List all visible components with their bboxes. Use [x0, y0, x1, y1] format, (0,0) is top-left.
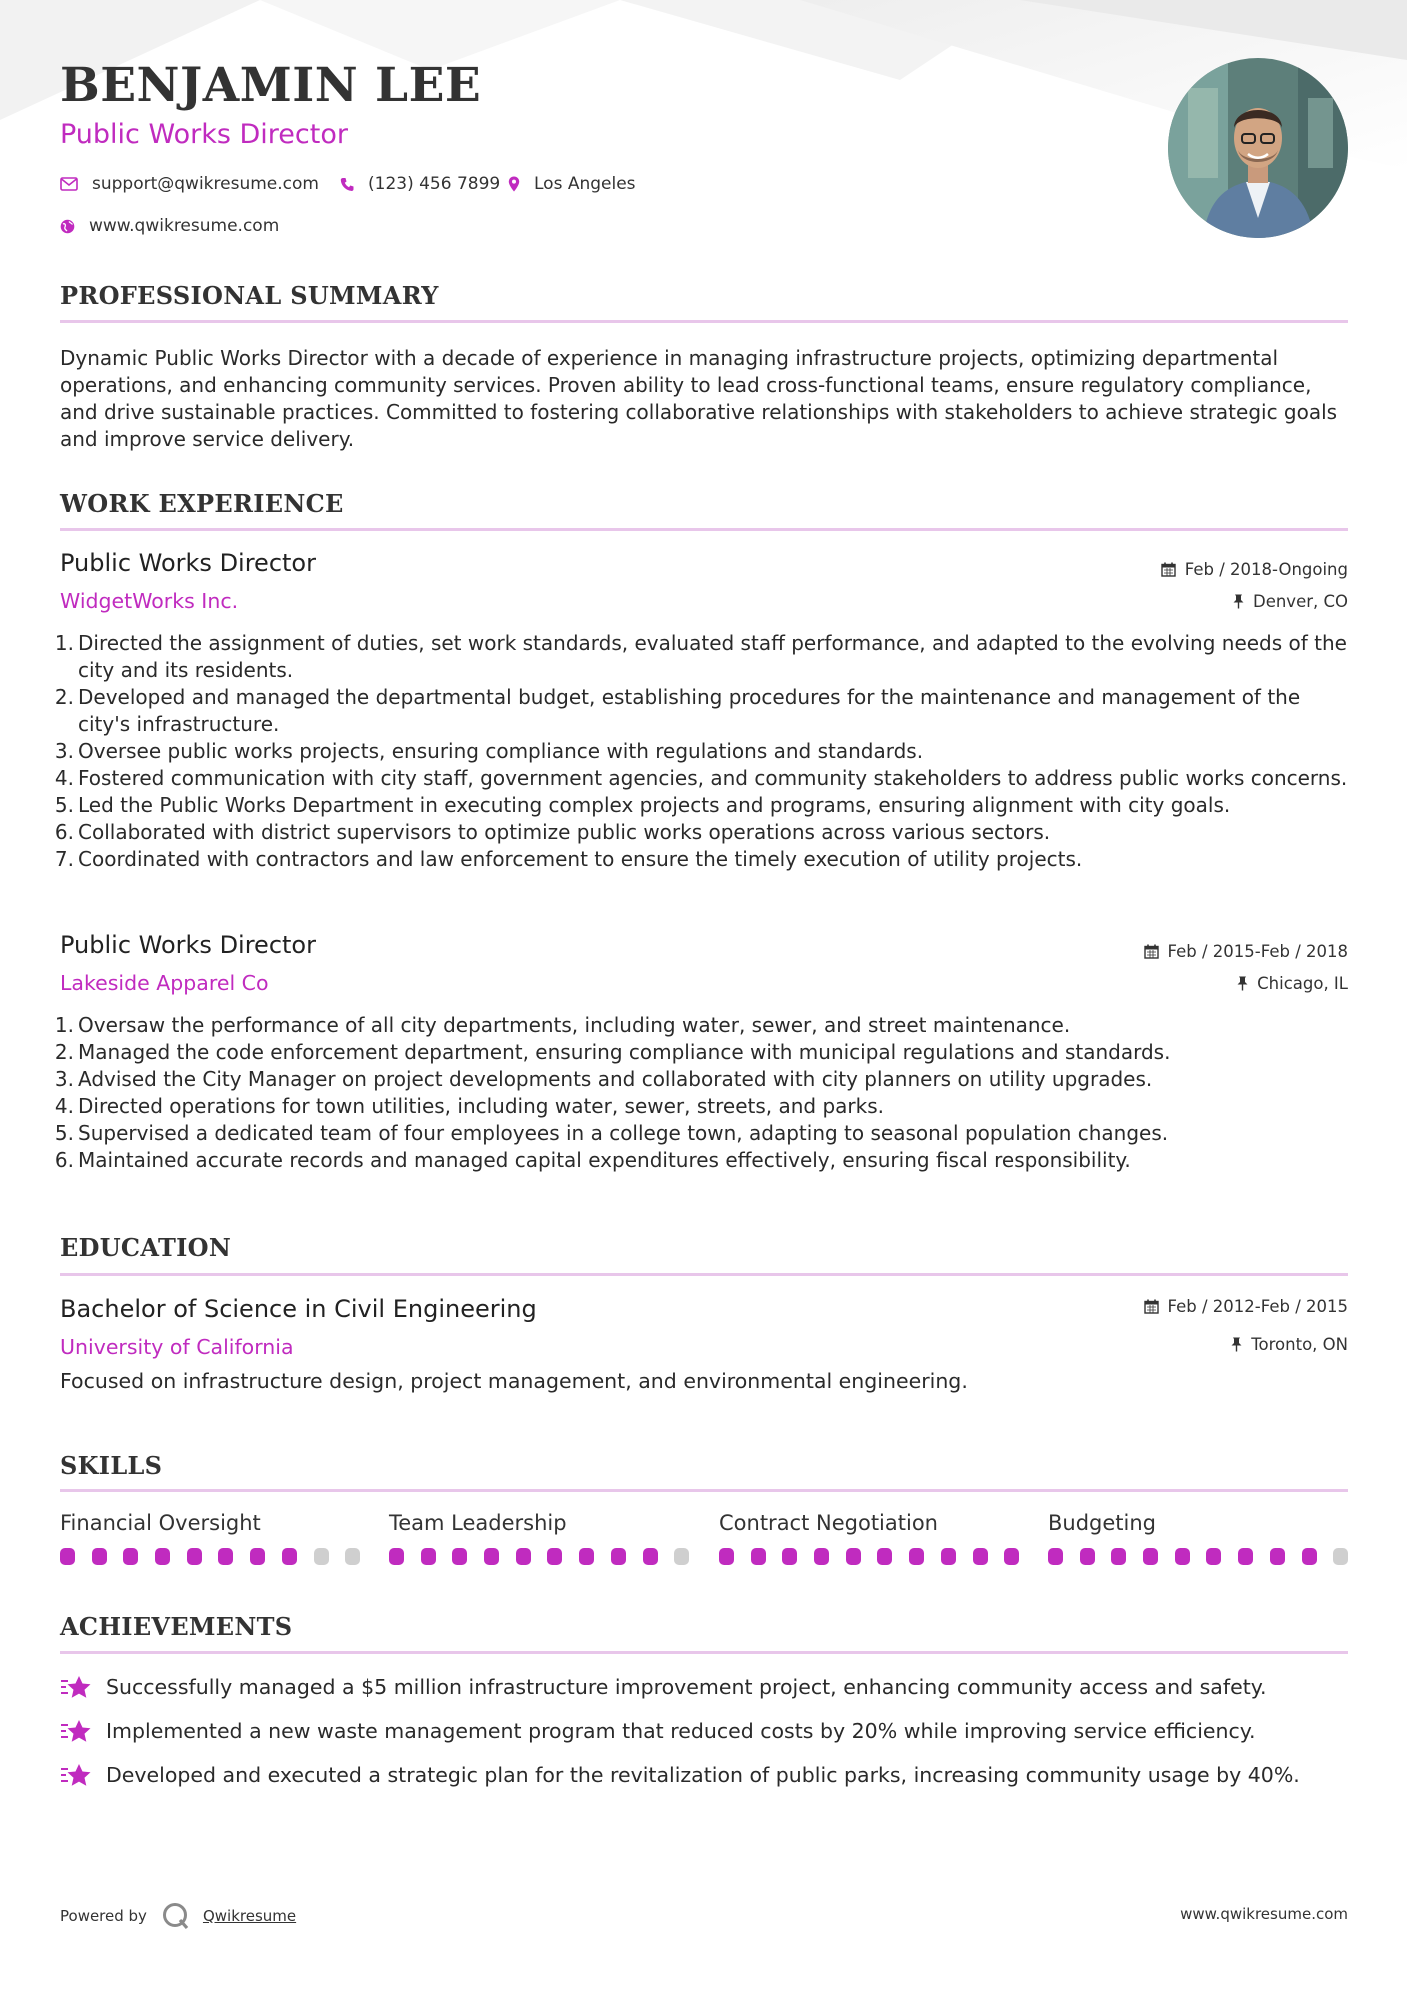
rating-dot-filled	[155, 1548, 170, 1565]
email-text: support@qwikresume.com	[92, 174, 319, 194]
rating-dot-filled	[250, 1548, 265, 1565]
skill-name: Team Leadership	[389, 1511, 567, 1535]
education-description: Focused on infrastructure design, project management, and environmental engineering.	[60, 1369, 968, 1393]
star-icon	[60, 1674, 92, 1700]
rating-dot-filled	[1270, 1548, 1285, 1565]
job-1-bullets	[54, 630, 1354, 873]
rating-dot-filled	[877, 1548, 892, 1565]
rating-dot-filled	[92, 1548, 107, 1565]
rating-dot-filled	[751, 1548, 766, 1565]
pushpin-icon	[1231, 1337, 1242, 1352]
job-2-title: Public Works Director	[60, 931, 316, 959]
rating-dot-filled	[579, 1548, 594, 1565]
list-item: 7. Coordinated with contractors and law enforcement to ensure the timely execution of utility projects.	[54, 847, 1083, 871]
summary-divider	[60, 320, 1348, 323]
rating-dot-empty	[345, 1548, 360, 1565]
rating-dot-filled	[846, 1548, 861, 1565]
rating-dot-empty	[314, 1548, 329, 1565]
candidate-name: BENJAMIN LEE	[60, 58, 482, 113]
qwikresume-logo-icon	[161, 1901, 191, 1931]
rating-dot-filled	[282, 1548, 297, 1565]
candidate-role: Public Works Director	[60, 119, 348, 150]
footer-website[interactable]: www.qwikresume.com	[1180, 1905, 1348, 1923]
pushpin-icon	[1233, 594, 1244, 609]
globe-icon	[60, 219, 75, 234]
list-item: 2. Developed and managed the departmental budget, establishing procedures for the maintenance and management of the city's infrastructure.	[54, 685, 1301, 736]
job-2-bullets	[54, 1012, 1354, 1174]
job-1-dates	[1161, 560, 1348, 579]
rating-dot-filled	[389, 1548, 404, 1565]
education-degree: Bachelor of Science in Civil Engineering	[60, 1295, 537, 1323]
calendar-icon	[1144, 944, 1159, 959]
contact-location	[508, 174, 636, 194]
rating-dot-filled	[516, 1548, 531, 1565]
list-item: 5. Led the Public Works Department in executing complex projects and programs, ensuring alignment with city goals.	[54, 793, 1231, 817]
powered-by-label: Powered by	[60, 1907, 147, 1925]
website-text: www.qwikresume.com	[89, 216, 280, 236]
rating-dot-filled	[1004, 1548, 1019, 1565]
contact-website[interactable]	[60, 216, 279, 236]
rating-dot-empty	[674, 1548, 689, 1565]
rating-dot-filled	[421, 1548, 436, 1565]
education-dates-text: Feb / 2012-Feb / 2015	[1167, 1297, 1348, 1316]
list-item: 1. Directed the assignment of duties, set work standards, evaluated staff performance, and adapted to the evolving needs of the city and its residents.	[54, 631, 1347, 682]
rating-dot-empty	[1333, 1548, 1348, 1565]
phone-icon	[340, 177, 354, 192]
rating-dot-filled	[814, 1548, 829, 1565]
job-1-dates-text: Feb / 2018-Ongoing	[1184, 560, 1348, 579]
list-item: 4. Directed operations for town utilities, including water, sewer, streets, and parks.	[54, 1094, 885, 1118]
skills-heading: SKILLS	[60, 1451, 163, 1480]
map-pin-icon	[508, 176, 520, 192]
job-2-location	[1237, 974, 1348, 993]
rating-dot-filled	[218, 1548, 233, 1565]
rating-dot-filled	[484, 1548, 499, 1565]
list-item: 1. Oversaw the performance of all city departments, including water, sewer, and street maintenance.	[54, 1013, 1071, 1037]
list-item: 6. Collaborated with district supervisors to optimize public works operations across various sectors.	[54, 820, 1051, 844]
list-item: 2. Managed the code enforcement department, ensuring compliance with municipal regulations and standards.	[54, 1040, 1171, 1064]
list-item: 4. Fostered communication with city staff, government agencies, and community stakeholders to address public works concerns.	[54, 766, 1348, 790]
rating-dot-filled	[1111, 1548, 1126, 1565]
rating-dot-filled	[1302, 1548, 1317, 1565]
skill-rating	[60, 1548, 377, 1565]
calendar-icon	[1144, 1299, 1159, 1314]
rating-dot-filled	[187, 1548, 202, 1565]
job-2-location-text: Chicago, IL	[1257, 974, 1348, 993]
education-school: University of California	[60, 1335, 294, 1359]
skill-name: Budgeting	[1048, 1511, 1157, 1535]
rating-dot-filled	[1206, 1548, 1221, 1565]
skill-name: Financial Oversight	[60, 1511, 261, 1535]
job-2-dates	[1144, 942, 1348, 961]
rating-dot-filled	[719, 1548, 734, 1565]
skills-divider	[60, 1489, 1348, 1492]
contact-phone[interactable]	[340, 174, 500, 194]
education-dates	[1144, 1297, 1348, 1316]
skill-rating	[389, 1548, 706, 1565]
education-location-text: Toronto, ON	[1251, 1335, 1348, 1354]
job-1-location-text: Denver, CO	[1252, 592, 1348, 611]
summary-heading: PROFESSIONAL SUMMARY	[60, 281, 439, 310]
rating-dot-filled	[782, 1548, 797, 1565]
summary-text: Dynamic Public Works Director with a decade of experience in managing infrastructure projects, optimizing departmental operations, and enhancing community services. Proven ability to lead cross-functional teams, ensure regulatory compliance, and drive sustainable practices. Committed to fostering collaborative relationships with stakeholders to achieve strategic goals and improve service delivery.	[60, 346, 1338, 451]
achievements-divider	[60, 1651, 1348, 1654]
rating-dot-filled	[1238, 1548, 1253, 1565]
experience-heading: WORK EXPERIENCE	[60, 489, 344, 518]
experience-divider	[60, 528, 1348, 531]
list-item: 3. Oversee public works projects, ensuring compliance with regulations and standards.	[54, 739, 924, 763]
achievement-item: Developed and executed a strategic plan for the revitalization of public parks, increasing community usage by 40%.	[60, 1762, 1300, 1788]
job-1-company: WidgetWorks Inc.	[60, 589, 239, 613]
qwikresume-link[interactable]: Qwikresume	[202, 1907, 297, 1925]
contact-email[interactable]	[60, 174, 319, 194]
star-icon	[60, 1718, 92, 1744]
pushpin-icon	[1237, 976, 1248, 991]
rating-dot-filled	[973, 1548, 988, 1565]
rating-dot-filled	[1175, 1548, 1190, 1565]
footer-powered-by	[60, 1901, 296, 1931]
profile-photo	[1168, 58, 1348, 238]
rating-dot-filled	[1143, 1548, 1158, 1565]
list-item: 6. Maintained accurate records and managed capital expenditures effectively, ensuring fiscal responsibility.	[54, 1148, 1131, 1172]
star-icon	[60, 1762, 92, 1788]
rating-dot-filled	[941, 1548, 956, 1565]
job-2-dates-text: Feb / 2015-Feb / 2018	[1167, 942, 1348, 961]
achievement-item: Implemented a new waste management program that reduced costs by 20% while improving service efficiency.	[60, 1718, 1256, 1744]
skill-rating	[719, 1548, 1036, 1565]
calendar-icon	[1161, 562, 1176, 577]
achievement-item: Successfully managed a $5 million infrastructure improvement project, enhancing community access and safety.	[60, 1674, 1266, 1700]
education-location	[1231, 1335, 1348, 1354]
education-divider	[60, 1273, 1348, 1276]
phone-text: (123) 456 7899	[368, 174, 501, 194]
skill-rating	[1048, 1548, 1365, 1565]
rating-dot-filled	[909, 1548, 924, 1565]
rating-dot-filled	[123, 1548, 138, 1565]
rating-dot-filled	[1048, 1548, 1063, 1565]
rating-dot-filled	[60, 1548, 75, 1565]
location-text: Los Angeles	[534, 174, 636, 194]
skill-name: Contract Negotiation	[719, 1511, 938, 1535]
job-1-location	[1233, 592, 1348, 611]
list-item: 3. Advised the City Manager on project developments and collaborated with city planners on utility upgrades.	[54, 1067, 1153, 1091]
rating-dot-filled	[452, 1548, 467, 1565]
rating-dot-filled	[611, 1548, 626, 1565]
envelope-icon	[60, 177, 78, 191]
list-item: 5. Supervised a dedicated team of four employees in a college town, adapting to seasonal population changes.	[54, 1121, 1169, 1145]
education-heading: EDUCATION	[60, 1233, 232, 1262]
rating-dot-filled	[547, 1548, 562, 1565]
rating-dot-filled	[1080, 1548, 1095, 1565]
job-2-company: Lakeside Apparel Co	[60, 971, 269, 995]
achievements-heading: ACHIEVEMENTS	[60, 1612, 293, 1641]
rating-dot-filled	[643, 1548, 658, 1565]
job-1-title: Public Works Director	[60, 549, 316, 577]
